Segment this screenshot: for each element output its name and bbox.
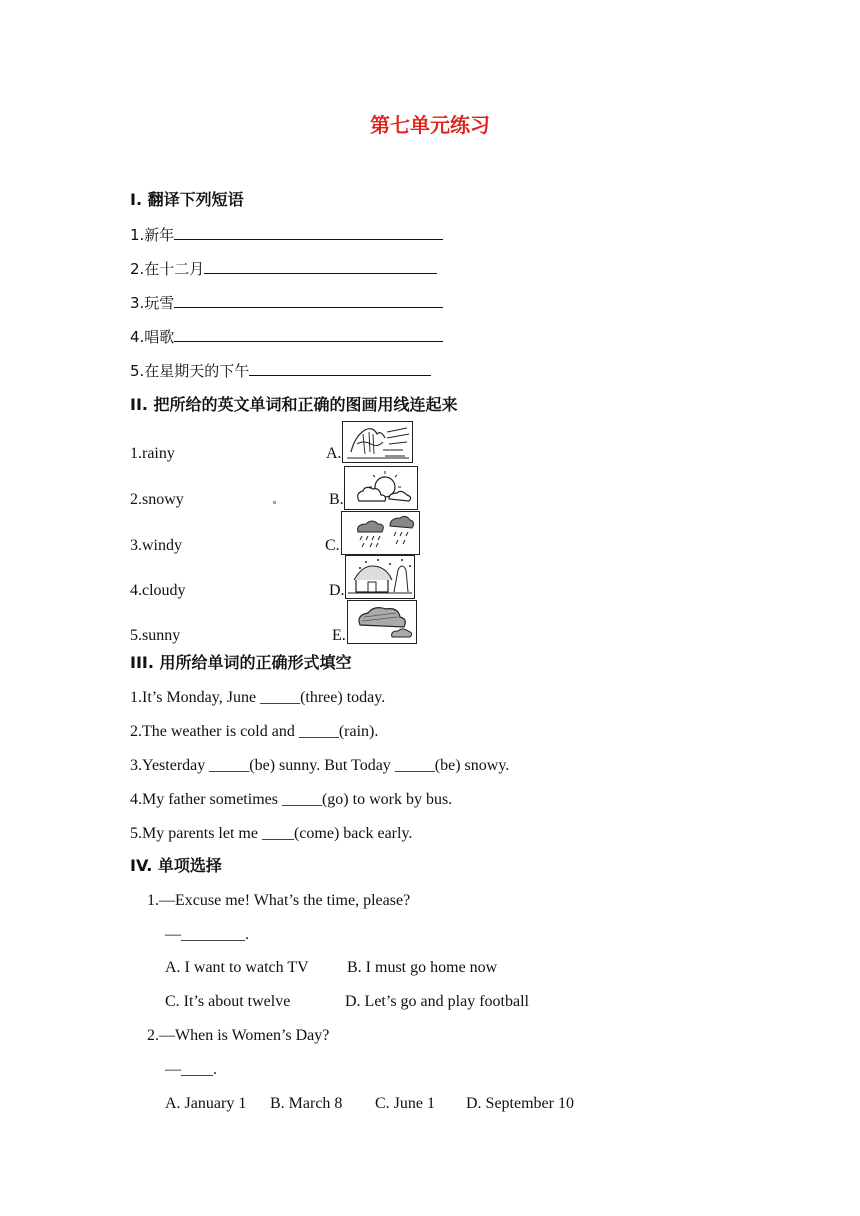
match-word[interactable]: 3.windy (130, 537, 182, 554)
mc-option-b[interactable]: B. I must go home now (347, 959, 498, 976)
section-1-item (130, 361, 431, 381)
mc-option-a[interactable]: A. I want to watch TV (165, 959, 309, 976)
match-word[interactable]: 2.snowy (130, 491, 184, 508)
item-text: 3.玩雪 (130, 294, 175, 312)
match-letter: D. (329, 582, 345, 599)
answer-blank[interactable] (204, 259, 437, 274)
item-text: 5.在星期天的下午 (130, 362, 250, 380)
section-1-item (130, 259, 437, 279)
mc-option-a[interactable]: A. January 1 (165, 1095, 247, 1112)
match-letter: E. (332, 627, 346, 644)
item-text: 4.唱歌 (130, 328, 175, 346)
mc-option-c[interactable]: C. It’s about twelve (165, 993, 291, 1010)
match-letter: C. (325, 537, 340, 554)
mc-option-c[interactable]: C. June 1 (375, 1095, 435, 1112)
section-4-heading: IV. 单项选择 (130, 856, 222, 875)
section-3-heading: III. 用所给单词的正确形式填空 (130, 653, 352, 672)
mc-option-d[interactable]: D. September 10 (466, 1095, 574, 1112)
answer-blank[interactable] (174, 293, 443, 308)
fill-blank-question[interactable]: 1.It’s Monday, June _____(three) today. (130, 689, 386, 706)
mc-option-d[interactable]: D. Let’s go and play football (345, 993, 529, 1010)
match-word[interactable]: 1.rainy (130, 445, 175, 462)
stray-dot (273, 501, 276, 504)
sun-picture[interactable] (344, 466, 418, 510)
cloud-picture[interactable] (347, 600, 417, 644)
item-text: 1.新年 (130, 226, 175, 244)
answer-blank[interactable] (249, 361, 431, 376)
snow-picture[interactable] (345, 555, 415, 599)
match-word[interactable]: 4.cloudy (130, 582, 186, 599)
section-1-item (130, 225, 443, 245)
page-title: 第七单元练习 (370, 113, 490, 137)
wind-picture[interactable] (342, 421, 413, 463)
fill-blank-question[interactable]: 3.Yesterday _____(be) sunny. But Today _____(be) snowy. (130, 757, 510, 774)
mc-option-b[interactable]: B. March 8 (270, 1095, 343, 1112)
item-text: 2.在十二月 (130, 260, 205, 278)
fill-blank-question[interactable]: 4.My father sometimes _____(go) to work by bus. (130, 791, 453, 808)
match-letter: A. (326, 445, 342, 462)
mc-question: 1.—Excuse me! What’s the time, please? (147, 892, 411, 909)
section-1-heading: I. 翻译下列短语 (130, 190, 244, 209)
section-2-heading: II. 把所给的英文单词和正确的图画用线连起来 (130, 395, 458, 414)
answer-blank[interactable] (174, 327, 443, 342)
rain-picture[interactable] (341, 511, 420, 555)
mc-question: 2.—When is Women’s Day? (147, 1027, 330, 1044)
mc-answer-blank[interactable]: —____. (165, 1061, 217, 1078)
match-letter: B. (329, 491, 344, 508)
match-word[interactable]: 5.sunny (130, 627, 181, 644)
mc-answer-blank[interactable]: —________. (165, 926, 249, 943)
section-1-item (130, 327, 443, 347)
fill-blank-question[interactable]: 5.My parents let me ____(come) back early. (130, 825, 413, 842)
answer-blank[interactable] (174, 225, 443, 240)
section-1-item (130, 293, 443, 313)
fill-blank-question[interactable]: 2.The weather is cold and _____(rain). (130, 723, 379, 740)
